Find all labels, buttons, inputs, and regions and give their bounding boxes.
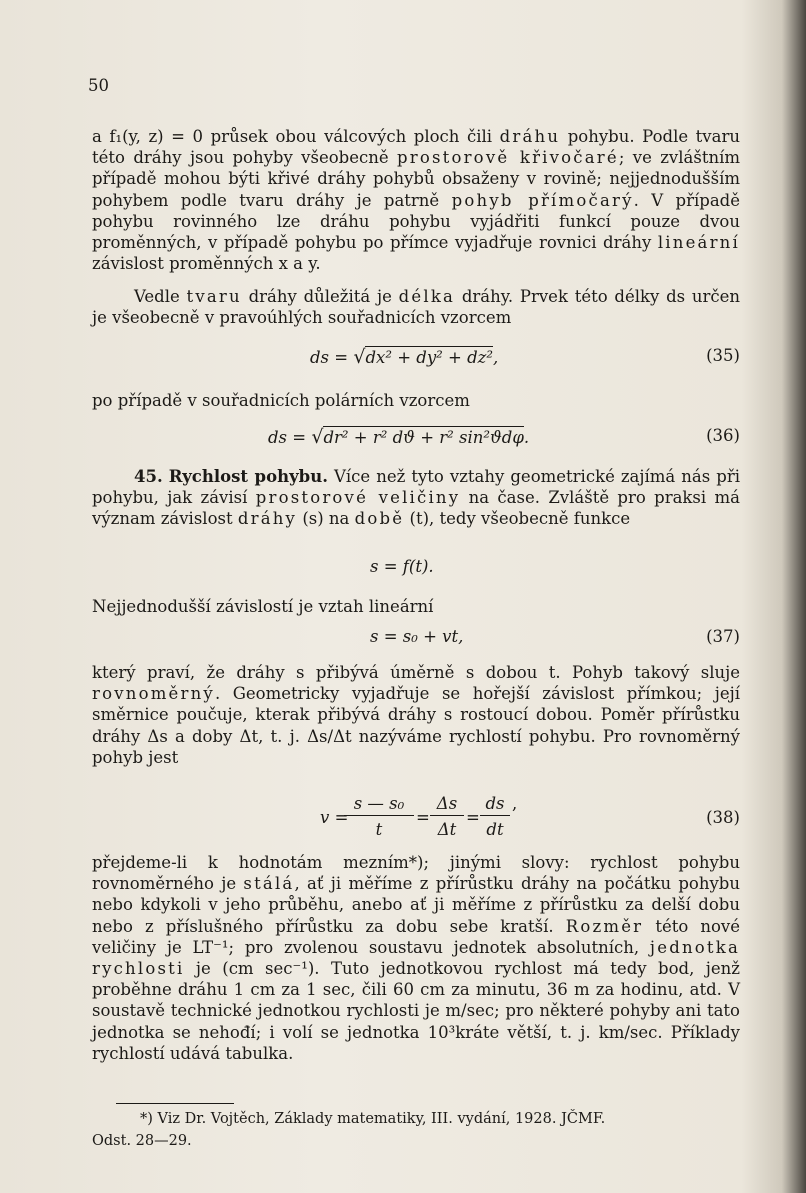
equation-number: (38) <box>706 808 740 827</box>
equation-function: s = f(t). <box>370 557 434 576</box>
footnote <box>92 1108 752 1152</box>
equation-37: s = s₀ + vt, (37) <box>370 627 740 646</box>
section-45-paragraph: 45. Rychlost pohybu. Více než tyto vztahy geometrické zajímá nás při pohybu, jak závisí prostorové veličiny na čase. Zvláště pro praksi má význam závislost dráhy (s) na době (t), tedy všeobecně funkce <box>92 467 741 529</box>
equation-number: (35) <box>706 346 740 365</box>
footnote-divider <box>116 1103 234 1104</box>
length-paragraph: Vedle tvaru dráhy důležitá je délka dráhy. Prvek této délky ds určen je všeobecně v pravoúhlých souřadnicích vzorcem <box>92 287 740 328</box>
section-title: Rychlost pohybu. <box>168 467 328 486</box>
footnote-section: Odst. 28—29. <box>92 1133 192 1149</box>
footnote-reference: *) Viz Dr. Vojtěch, Základy matematiky, III. vydání, 1928. JČMF. <box>140 1111 606 1127</box>
velocity-paragraph: přejdeme-li k hodnotám mezním*); jinými slovy: rychlost pohybu rovnoměrného je stálá, ať ji měříme z přírůstku dráhy na počátku pohybu nebo kdykoli v jeho průběhu, anebo ať ji měříme z přírůstku za delší dobu nebo z příslušného přírůstku za dobu sebe kratší. Rozměr této nové veličiny je LT⁻¹; pro zvolenou soustavu jednotek absolutních, jednotka rychlosti je (cm sec⁻¹). Tuto jednotkovou rychlost má tedy bod, jenž proběhne dráhu 1 cm za 1 sec, čili 60 cm za minutu, 36 m za hodinu, atd. V soustavě technické jednotkou rychlosti je m/sec; pro některé pohyby ani tato jednotka se nehođí; i volí se jednotka 10³kráte větší, t. j. km/sec. Příklady rychlostí udává tabulka. <box>92 853 740 1063</box>
equation-36: ds = √dr² + r² dϑ + r² sin²ϑdφ. (36) <box>268 426 740 448</box>
equation-number: (37) <box>706 627 740 646</box>
page-number: 50 <box>88 76 109 95</box>
uniform-paragraph: který praví, že dráhy s přibývá úměrně s dobou t. Pohyb takový sluje rovnoměrný. Geometricky vyjadřuje se hořejší závislost přímkou; její směrnice poučuje, kterak přibývá dráhy s rostoucí dobou. Poměr přírůstku dráhy Δs a doby Δt, t. j. Δs/Δt nazýváme rychlostí pohybu. Pro rovnoměrný pohyb jest <box>92 663 740 767</box>
equation-38: v = $\frac{\text{s — s₀}}{t}$ = $\frac{\Delta s}{\Delta t}$ = $\frac{ds}{dt}$ , (38) <box>320 794 740 839</box>
section-number: 45. <box>134 467 163 486</box>
equation-number: (36) <box>706 426 740 445</box>
simplest-line: Nejjednodušší závislostí je vztah lineární <box>92 597 434 616</box>
polar-line: po případě v souřadnicích polárních vzorcem <box>92 391 470 410</box>
intro-paragraph: a f₁(y, z) = 0 průsek obou válcových ploch čili dráhu pohybu. Podle tvaru této dráhy jsou pohyby všeobecně prostorově křivočaré; ve zvláštním případě mohou býti křivé dráhy pohybů obsaženy v rovině; nejjednodušším pohybem podle tvaru dráhy je patrně pohyb přímočarý. V případě pohybu rovinného lze dráhu pohybu vyjádřiti funkcí pouze dvou proměnných, v případě pohybu po přímce vyjadřuje rovnici dráhy lineární závislost proměnných x a y. <box>92 127 740 274</box>
equation-35: ds = √dx² + dy² + dz², (35) <box>310 346 740 368</box>
